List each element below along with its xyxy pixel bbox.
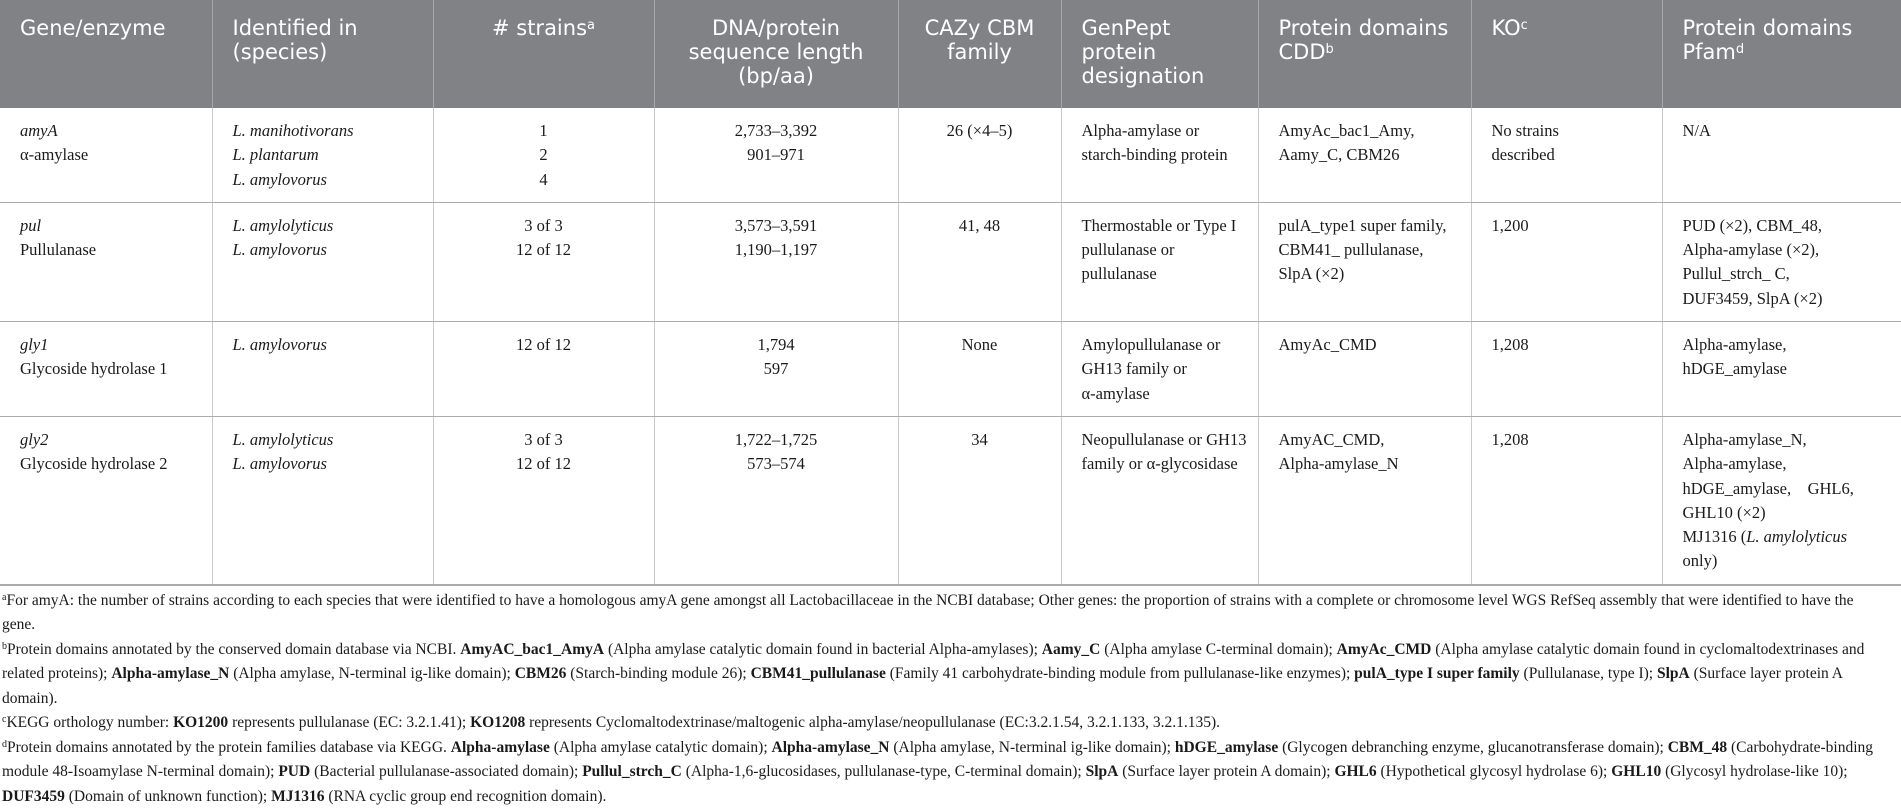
cell-line: N/A (1682, 121, 1711, 140)
footnote-term: Pullul_strch_C (582, 763, 682, 781)
cell-cazy (898, 108, 1061, 202)
header-cazy-label: CAZy CBM family (924, 16, 1035, 64)
cell-line: 3,573–3,591 (734, 215, 818, 235)
header-ko-label: KO (1491, 16, 1521, 40)
cell-line: 34 (971, 429, 988, 449)
footnote-text: For amyA: the number of strains according to each species that were identified to have a homologous amyA gene amongst all Lactobacillaceae in the NCBI database; Other genes: the proportion of strains with a complete or chromosome level WGS RefSeq assembly that were identified to have the gene. (2, 591, 1854, 634)
cell-line: Aamy_C, CBM26 (1278, 145, 1400, 165)
footnote-term: KO1200 (173, 714, 229, 732)
table-body (0, 108, 1901, 584)
cell-pfam (1662, 322, 1901, 417)
cell-line: 2 (539, 145, 548, 165)
footnote-c (2, 711, 1887, 736)
footnote-term: hDGE_amylase (1174, 738, 1279, 756)
footnote-text: (Domain of unknown function); (64, 787, 272, 805)
header-species (212, 0, 433, 108)
header-genpept-label: GenPept protein designation (1081, 16, 1205, 88)
cell-line: GH13 family or (1081, 359, 1187, 379)
footnote-term: AmyAC_bac1_AmyA (460, 640, 605, 658)
gene-symbol: amyA (20, 121, 58, 140)
cell-line: 12 of 12 (516, 454, 571, 474)
cell-line: 1,722–1,725 (734, 429, 818, 449)
cell-line: PUD (×2), CBM_48, (1682, 215, 1822, 235)
cell-length (654, 416, 898, 584)
enzyme-name: Pullulanase (20, 240, 97, 260)
footnote-text: Protein domains annotated by the conserved domain database via NCBI. (7, 640, 461, 658)
cell-strains (433, 108, 654, 202)
header-gene (0, 0, 212, 108)
footnote-term: SlpA (1085, 763, 1119, 781)
footnote-text: (Pullulanase, type I); (1519, 665, 1657, 683)
cell-line: Alpha-amylase, (1682, 335, 1787, 355)
cell-line: described (1491, 145, 1555, 165)
cell-line: family or α-glycosidase (1081, 454, 1238, 474)
cell-gene (0, 202, 212, 321)
enzyme-name: Glycoside hydrolase 2 (20, 454, 168, 474)
header-length (654, 0, 898, 108)
cell-line: 1,190–1,197 (734, 240, 818, 260)
cell-line: L. amylovorus (232, 335, 327, 355)
cell-line: hDGE_amylase (1682, 359, 1787, 379)
header-pfam-label: Protein domains Pfam (1682, 16, 1853, 64)
cell-cdd (1258, 202, 1471, 321)
cell-line: 1 (539, 121, 548, 140)
cell-length (654, 108, 898, 202)
cell-line: L. amylolyticus (232, 429, 334, 449)
header-length-label: DNA/protein sequence length (bp/aa) (688, 16, 864, 88)
footnote-term: CBM_48 (1667, 738, 1728, 756)
cell-line: L. amylovorus (232, 240, 327, 260)
cell-line: 901–971 (747, 145, 805, 165)
footnote-text: (Bacterial pullulanase-associated domain); (310, 763, 583, 781)
cell-line: Alpha-amylase or (1081, 121, 1200, 140)
cell-strains (433, 202, 654, 321)
footnote-text: (RNA cyclic group end recognition domain). (324, 787, 607, 805)
cell-species (212, 416, 433, 584)
cell-line: hDGE_amylase, GHL6, (1682, 478, 1854, 498)
footnote-term: PUD (278, 763, 311, 781)
cell-ko (1471, 322, 1662, 417)
cell-line: 1,208 (1491, 335, 1529, 355)
footnote-text: (Surface layer protein A domain). (2, 665, 1843, 707)
cell-line: L. amylolyticus (232, 215, 334, 235)
cell-line: pullulanase (1081, 264, 1157, 284)
cell-line: No strains (1491, 121, 1559, 140)
header-species-label: Identified in (species) (232, 16, 358, 64)
footnote-mark: d (2, 738, 7, 750)
cell-line: 1,794 (757, 335, 795, 355)
header-cdd (1258, 0, 1471, 108)
cell-cdd (1258, 322, 1471, 417)
gene-symbol: gly1 (20, 335, 49, 355)
cell-line: 3 of 3 (524, 215, 563, 235)
header-genpept (1061, 0, 1258, 108)
cell-cazy (898, 202, 1061, 321)
cell-species (212, 108, 433, 202)
enzyme-name: Glycoside hydrolase 1 (20, 359, 168, 379)
footnote-mark: b (2, 640, 7, 652)
header-gene-label: Gene/enzyme (20, 16, 166, 40)
cell-line: 26 (×4–5) (946, 121, 1013, 140)
cell-genpept (1061, 108, 1258, 202)
footnote-term: CBM26 (514, 665, 567, 683)
cell-line: starch-binding protein (1081, 145, 1228, 165)
footnote-text: (Alpha amylase C-terminal domain); (1100, 640, 1337, 658)
cell-ko (1471, 416, 1662, 584)
table-row (0, 416, 1901, 584)
footnote-term: Alpha-amylase_N (111, 665, 230, 683)
cell-line: Alpha-amylase, (1682, 454, 1787, 474)
gene-symbol: gly2 (20, 429, 49, 449)
header-pfam (1662, 0, 1901, 108)
cell-species (212, 322, 433, 417)
cell-line: 1,208 (1491, 429, 1529, 449)
footnote-text: (Hypothetical glycosyl hydrolase 6); (1376, 763, 1612, 781)
cell-line: MJ1316 (L. amylolyticus (1682, 527, 1848, 547)
cell-line: 12 of 12 (516, 335, 571, 355)
cell-cdd (1258, 108, 1471, 202)
footnote-text: (Glycosyl hydrolase-like 10); (1661, 763, 1848, 781)
header-cazy (898, 0, 1061, 108)
footnote-mark: d (1735, 42, 1745, 57)
footnote-text: (Alpha-1,6-glucosidases, pullulanase-type, C-terminal domain); (681, 763, 1086, 781)
footnote-mark: b (1325, 42, 1334, 57)
footnote-mark: c (1520, 18, 1528, 33)
footnote-text: (Alpha amylase catalytic domain found in cyclomaltodextrinases and related proteins); (2, 640, 1865, 683)
cell-gene (0, 416, 212, 584)
cell-line: L. manihotivorans (232, 121, 354, 140)
footnote-text: (Starch-binding module 26); (566, 665, 751, 683)
cell-ko (1471, 108, 1662, 202)
footnote-text: (Alpha amylase, N-terminal ig-like domain); (229, 665, 515, 683)
gene-symbol: pul (20, 215, 42, 235)
cell-strains (433, 322, 654, 417)
table-row (0, 108, 1901, 202)
cell-pfam (1662, 202, 1901, 321)
footnote-text: (Surface layer protein A domain); (1118, 763, 1335, 781)
footnote-b (2, 638, 1887, 712)
footnote-mark: a (2, 591, 7, 603)
cell-line: pulA_type1 super family, (1278, 215, 1447, 235)
footnote-text: (Alpha amylase catalytic domain); (549, 738, 772, 756)
cell-line: 2,733–3,392 (734, 121, 818, 140)
footnote-text: (Alpha amylase catalytic domain found in bacterial Alpha-amylases); (604, 640, 1042, 658)
footnote-text: represents pullulanase (EC: 3.2.1.41); (228, 714, 471, 732)
footnote-term: AmyAc_CMD (1336, 640, 1432, 658)
cell-gene (0, 322, 212, 417)
footnote-text: KEGG orthology number: (6, 714, 174, 732)
footnote-text: represents Cyclomaltodextrinase/maltogenic alpha-amylase/neopullulanase (EC:3.2.1.54, 3.2.1.133, 3.2.1.135). (525, 714, 1220, 732)
footnote-text: (Carbohydrate-binding module 48-Isoamylase N-terminal domain); (2, 738, 1874, 781)
cell-ko (1471, 202, 1662, 321)
cell-genpept (1061, 202, 1258, 321)
footnote-term: pulA_type I super family (1354, 665, 1520, 683)
footnote-text: (Alpha amylase, N-terminal ig-like domain); (889, 738, 1175, 756)
footnote-term: Aamy_C (1041, 640, 1101, 658)
enzyme-name: α-amylase (20, 145, 89, 165)
footnote-text: (Family 41 carbohydrate-binding module from pullulanase-like enzymes); (885, 665, 1355, 683)
cell-line: 3 of 3 (524, 429, 563, 449)
cell-line: Alpha-amylase_N (1278, 454, 1399, 474)
cell-line: 41, 48 (958, 215, 1001, 235)
footnote-text: (Glycogen debranching enzyme, glucanotransferase domain); (1278, 738, 1668, 756)
footnote-term: DUF3459 (2, 787, 65, 805)
cell-line: AmyAc_bac1_Amy, (1278, 121, 1415, 140)
cell-cdd (1258, 416, 1471, 584)
cell-strains (433, 416, 654, 584)
table-row (0, 322, 1901, 417)
footnote-term: KO1208 (470, 714, 526, 732)
cell-line: 4 (539, 169, 548, 189)
footnote-mark: c (2, 714, 7, 726)
cell-pfam (1662, 416, 1901, 584)
footnote-mark: a (587, 18, 595, 33)
cell-line: Thermostable or Type I (1081, 215, 1237, 235)
cell-cazy (898, 416, 1061, 584)
species-name: L. amylolyticus (1746, 527, 1848, 547)
cell-genpept (1061, 322, 1258, 417)
footnote-d (2, 736, 1887, 809)
cell-line: Neopullulanase or GH13 (1081, 429, 1247, 449)
header-strains-label: # strains (491, 16, 588, 40)
cell-gene (0, 108, 212, 202)
cell-line: Alpha-amylase (×2), (1682, 240, 1820, 260)
footnote-term: GHL10 (1611, 763, 1662, 781)
cell-genpept (1061, 416, 1258, 584)
footnote-term: SlpA (1657, 665, 1690, 683)
header-strains (433, 0, 654, 108)
cell-line: CBM41_ pullulanase, (1278, 240, 1424, 260)
footnote-term: Alpha-amylase (450, 738, 550, 756)
cell-line: GHL10 (×2) (1682, 502, 1766, 522)
table-row (0, 202, 1901, 321)
footnotes (0, 585, 1901, 809)
cell-line: None (961, 335, 998, 355)
cell-line: pullulanase or (1081, 240, 1175, 260)
cell-length (654, 202, 898, 321)
cell-line: Pullul_strch_ C, (1682, 264, 1790, 284)
header-row (0, 0, 1901, 108)
footnote-term: MJ1316 (271, 787, 325, 805)
cell-line: AmyAc_CMD (1278, 335, 1377, 355)
footnote-term: GHL6 (1334, 763, 1377, 781)
cell-line: 573–574 (747, 454, 805, 474)
footnote-term: CBM41_pullulanase (750, 665, 886, 683)
footnote-term: Alpha-amylase_N (771, 738, 890, 756)
cell-line: L. amylovorus (232, 454, 327, 474)
cell-line: 597 (763, 359, 789, 379)
footnote-a (2, 589, 1887, 638)
cell-line: α-amylase (1081, 383, 1150, 403)
header-cdd-label: Protein domains CDD (1278, 16, 1449, 64)
cell-cazy (898, 322, 1061, 417)
cell-line: DUF3459, SlpA (×2) (1682, 288, 1823, 308)
cell-line: Alpha-amylase_N, (1682, 429, 1807, 449)
header-ko (1471, 0, 1662, 108)
cell-line: SlpA (×2) (1278, 264, 1345, 284)
cell-species (212, 202, 433, 321)
cell-line: Amylopullulanase or (1081, 335, 1221, 355)
cell-line: 1,200 (1491, 215, 1529, 235)
cell-line: only) (1682, 551, 1718, 571)
cell-line: AmyAC_CMD, (1278, 429, 1385, 449)
cell-length (654, 322, 898, 417)
footnote-text: Protein domains annotated by the protein families database via KEGG. (7, 738, 451, 756)
cell-pfam (1662, 108, 1901, 202)
cell-line: L. plantarum (232, 145, 319, 165)
cell-line: L. amylovorus (232, 169, 327, 189)
cell-line: 12 of 12 (516, 240, 571, 260)
